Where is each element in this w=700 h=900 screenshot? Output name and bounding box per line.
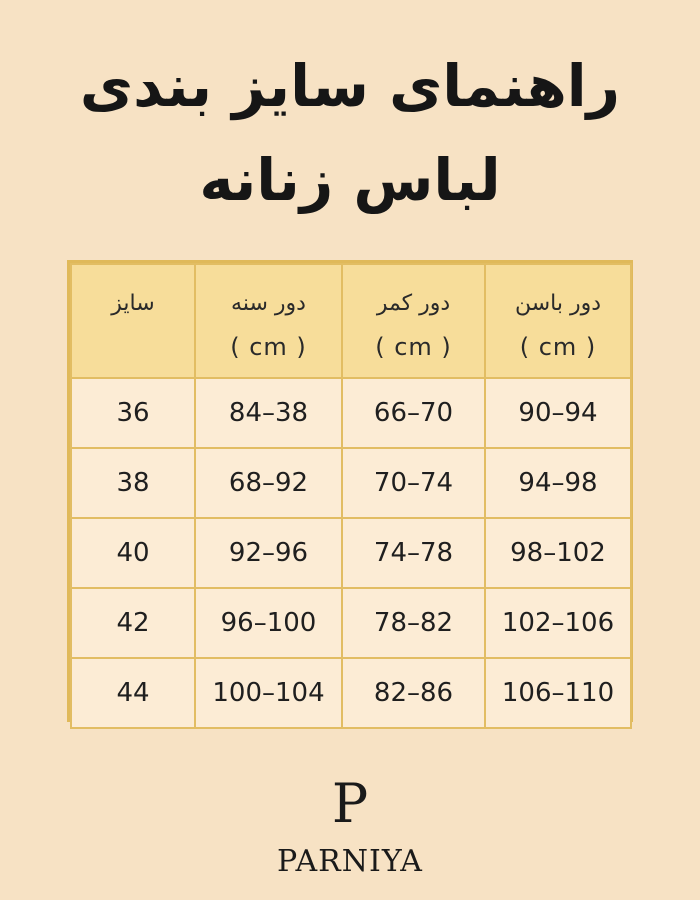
column-header-label: دور سنه: [231, 291, 306, 316]
column-header-label: دور باسن: [514, 291, 602, 316]
size-table-container: [67, 260, 633, 722]
cell-hip: 94–98: [485, 448, 631, 518]
cell-bust: 92–96: [195, 518, 342, 588]
column-header-label: سایز: [111, 291, 155, 316]
column-header-label: دور کمر: [376, 291, 451, 316]
column-header-unit: ( cm ): [519, 333, 597, 361]
size-table-body: [71, 378, 631, 728]
page-title: راهنمای سایز بندی: [79, 52, 621, 120]
brand-name: PARNIYA: [277, 844, 423, 879]
cell-hip: 106–110: [485, 658, 631, 728]
cell-size: 42: [71, 588, 195, 658]
cell-size: 44: [71, 658, 195, 728]
cell-waist: 82–86: [342, 658, 485, 728]
page-subtitle: لباس زنانه: [199, 146, 501, 214]
column-header-unit: ( cm ): [230, 333, 307, 361]
cell-waist: 78–82: [342, 588, 485, 658]
table-row: [71, 588, 631, 658]
cell-hip: 90–94: [485, 378, 631, 448]
column-header-unit: ( cm ): [375, 333, 452, 361]
column-header-size: [71, 264, 195, 378]
cell-waist: 70–74: [342, 448, 485, 518]
brand-logo-mark: P: [331, 772, 369, 835]
table-row: [71, 378, 631, 448]
cell-hip: 102–106: [485, 588, 631, 658]
cell-size: 38: [71, 448, 195, 518]
cell-waist: 66–70: [342, 378, 485, 448]
table-row: [71, 518, 631, 588]
size-table: [70, 263, 632, 729]
column-header-hip: [485, 264, 631, 378]
cell-size: 36: [71, 378, 195, 448]
cell-bust: 96–100: [195, 588, 342, 658]
cell-bust: 68–92: [195, 448, 342, 518]
cell-hip: 98–102: [485, 518, 631, 588]
column-header-waist: [342, 264, 485, 378]
column-header-bust: [195, 264, 342, 378]
size-table-header: [71, 264, 631, 378]
cell-waist: 74–78: [342, 518, 485, 588]
table-row: [71, 658, 631, 728]
cell-bust: 100–104: [195, 658, 342, 728]
cell-size: 40: [71, 518, 195, 588]
table-row: [71, 448, 631, 518]
cell-bust: 84–38: [195, 378, 342, 448]
